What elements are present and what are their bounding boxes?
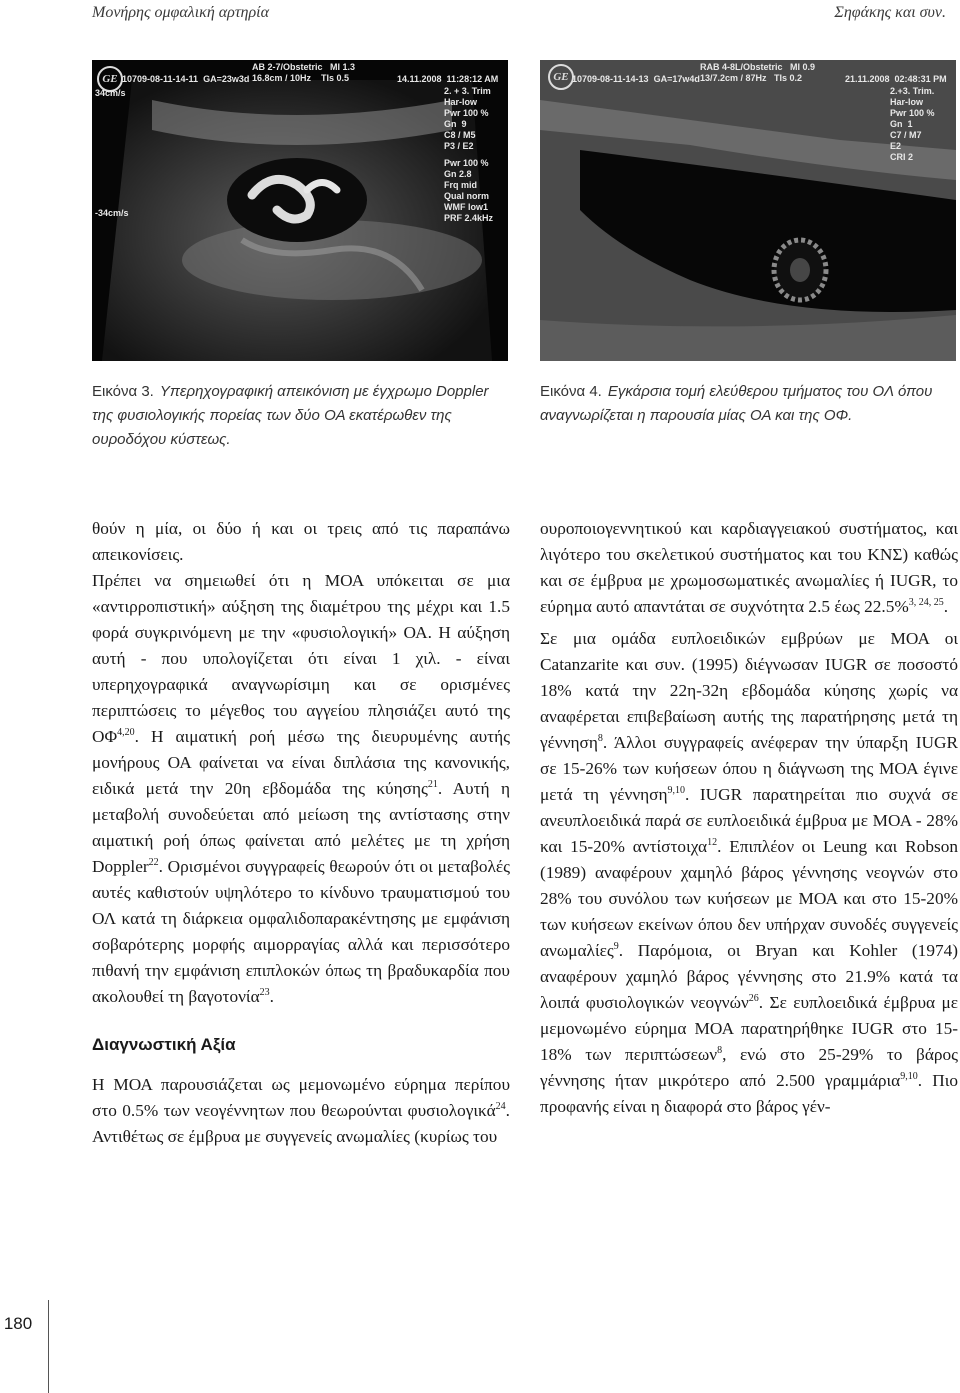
overlay-params-bmode: 2.+3. Trim. Har-low Pwr 100 % Gn 1 C7 / M7 E2 CRI 2 <box>890 86 935 162</box>
paragraph: Η ΜΟΑ παρουσιάζεται ως μεμονωμένο εύρημα περίπου στο 0.5% των νεογέννητων που θεωρούνται φυσιολογικά$^{24}$. Αντιθέτως σε έμβρυα με συγγενείς ανωμαλίες (κυρίως του <box>92 1075 510 1146</box>
citation: 8 <box>597 733 603 745</box>
overlay-patient-id: 10709-08-11-14-11 GA=23w3d <box>122 74 250 84</box>
figure-4-ultrasound-image <box>540 60 956 361</box>
running-header-title: Μονήρης ομφαλική αρτηρία <box>92 4 270 21</box>
figure-3-ultrasound-image <box>92 60 508 361</box>
figure-3-label: Εικόνα 3. <box>92 383 154 400</box>
paragraph: ουροποιογεννητικού και καρδιαγγειακού συστήματος, και λιγότερο του σκελετικού συστήματος και του ΚΝΣ) καθώς και σε έμβρυα με χρωμοσωματικές ανωμαλίες ή IUGR, το εύρημα αυτό απαντάται σε συχνότητα 2.5 έως 22.5%$^{3, 24, 25}$. <box>540 519 958 616</box>
figure-4-label: Εικόνα 4. <box>540 383 602 400</box>
velocity-scale-top: 34cm/s <box>95 88 126 98</box>
figure-4-caption <box>540 379 958 427</box>
page-number: 180 <box>3 1314 33 1333</box>
overlay-params-bmode: 2. + 3. Trim Har-low Pwr 100 % Gn 9 C8 / M5 P3 / E2 <box>444 86 491 151</box>
velocity-scale-bottom: -34cm/s <box>95 208 129 218</box>
paragraph: Πρέπει να σημειωθεί ότι η ΜΟΑ υπόκειται σε μια «αντιρροπιστική» αύξηση της διαμέτρου της μέχρι και 1.5 φορά συγκρινόμενη με την «φυσιολογική» ΟΑ. Η αύξηση αυτή - που υπολογίζεται ότι είναι 1 χιλ. - είναι υπερηχογραφικά αναγνωρίσιμη και σε ορισμένες περιπτώσεις το μέγεθος του αγγείου πλησιάζει αυτό της ΟΦ$^{4,20}$. Η αιματική ροή μέσω της διευρυμένης αυτής μονήρους ΟΑ φαίνεται να είναι διπλάσια της κανονικής, ειδικά μετά την 20η εβδομάδα της κύησης$^{21}$. Αυτή η μεταβολή συνοδεύεται από μείωση της αντίστασης στην αιματική ροή όπως φαίνεται από μελέτες με τη χρήση Doppler$^{22}$. Ορισμένοι συγγραφείς θεωρούν ότι οι μεταβολές αυτές καθιστούν υψηλότερο το κίνδυνο τραυματισμού του ΟΛ κατά τη διάρκεια ομφαλιδοπαρακέντησης με εμφάνιση σοβαρότερης μορφής αιμορραγίας αλλά και περισσότερο πιθανή την εμφάνιση επιπλοκών όπως τη βραδυκαρδία που ακολουθεί τη βαγοτονία$^{23}$. <box>92 571 511 1006</box>
citation: 9 <box>613 941 619 953</box>
figure-3-caption-text: Υπερηχογραφική απεικόνιση με έγχρωμο Doppler της φυσιολογικής πορείας των δύο ΟΑ εκατέρωθεν της ουροδόχου κύστεως. <box>92 383 489 448</box>
paragraph: Σε μια ομάδα ευπλοειδικών εμβρύων με ΜΟΑ οι Catanzarite και συν. (1995) διέγνωσαν IUGR σε ποσοστό 18% κατά την 22η-32η εβδομάδα κύησης χωρίς να αναφέρεται επιβεβαίωση αυτής της παρατήρησης μετά τη γέννηση$^8$. Άλλοι συγγραφείς ανέφεραν την ύπαρξη IUGR σε 15-26% των κυήσεων όπου η διάγνωση της ΜΟΑ έγινε μετά τη γέννηση$^{9,10}$. IUGR παρατηρείται πιο συχνά σε ανευπλοειδικά παρά σε ευπλοειδικά έμβρυα με ΜΟΑ - 28% και 15-20% αντίστοιχα$^{12}$. Επιπλέον οι Leung και Robson (1989) αναφέρουν χαμηλό βάρος γέννησης νεογνών στο 28% του συνόλου των κυήσεων με ΜΟΑ και στο 15-20% των κυήσεων εκείνων όπου δεν υπήρχαν συνοδές συγγενείς ανωμαλίες$^9$. Παρόμοια, οι Bryan και Kohler (1974) αναφέρουν χαμηλό βάρος γέννησης στο 21.9% κατά τα λοιπά φυσιολογικών νεογνών$^{26}$. Σε ευπλοειδικά έμβρυα με μεμονωμένο εύρημα ΜΟΑ παρατηρήθηκε IUGR στο 15-18% των περιπτώσεων$^8$, ενώ στο 25-29% το βάρος γέννησης ήταν μικρότερο από 2.500 γραμμάρια$^{9,10}$. Πιο προφανής είναι η διαφορά στο βάρος γέν- <box>540 629 958 1116</box>
overlay-probe-info: RAB 4-8L/Obstetric MI 0.9 13/7.2cm / 87Hz TIs 0.2 <box>700 62 816 83</box>
citation: 12 <box>707 837 718 849</box>
body-column-left <box>92 516 510 1150</box>
citation: 21 <box>427 779 438 791</box>
overlay-date: 14.11.2008 11:28:12 AM <box>397 74 499 84</box>
ge-logo-icon: GE <box>548 64 574 90</box>
citation: 26 <box>748 993 759 1005</box>
section-heading: Διαγνωστική Αξία <box>92 1035 236 1054</box>
overlay-params-doppler: Pwr 100 % Gn 2.8 Frq mid Qual norm WMF low1 PRF 2.4kHz <box>444 158 494 223</box>
figure-4-caption-text: Εγκάρσια τομή ελεύθερου τμήματος του ΟΛ όπου αναγνωρίζεται η παρουσία μίας ΟΑ και της ΟΦ. <box>540 383 933 424</box>
citation: 24 <box>495 1101 506 1113</box>
overlay-date: 21.11.2008 02:48:31 PM <box>845 74 947 84</box>
citation: 22 <box>148 857 159 869</box>
citation: 3, 24, 25 <box>908 597 944 609</box>
figure-3-caption <box>92 379 510 451</box>
body-column-right <box>540 516 958 1120</box>
citation: 23 <box>259 987 270 999</box>
ge-logo-icon: GE <box>97 66 123 92</box>
citation: 8 <box>717 1045 723 1057</box>
citation: 9,10 <box>900 1071 918 1083</box>
running-header-authors: Σηφάκης και συν. <box>834 4 946 21</box>
citation: 4,20 <box>117 727 135 739</box>
page-number-divider <box>48 1300 49 1393</box>
citation: 9,10 <box>667 785 686 797</box>
overlay-patient-id: 10709-08-11-14-13 GA=17w4d <box>572 74 700 84</box>
paragraph: θούν η μία, οι δύο ή και οι τρεις από τις παραπάνω απεικονίσεις. <box>92 519 510 564</box>
overlay-probe-info: AB 2-7/Obstetric MI 1.3 16.8cm / 10Hz TIs 0.5 <box>252 62 356 83</box>
